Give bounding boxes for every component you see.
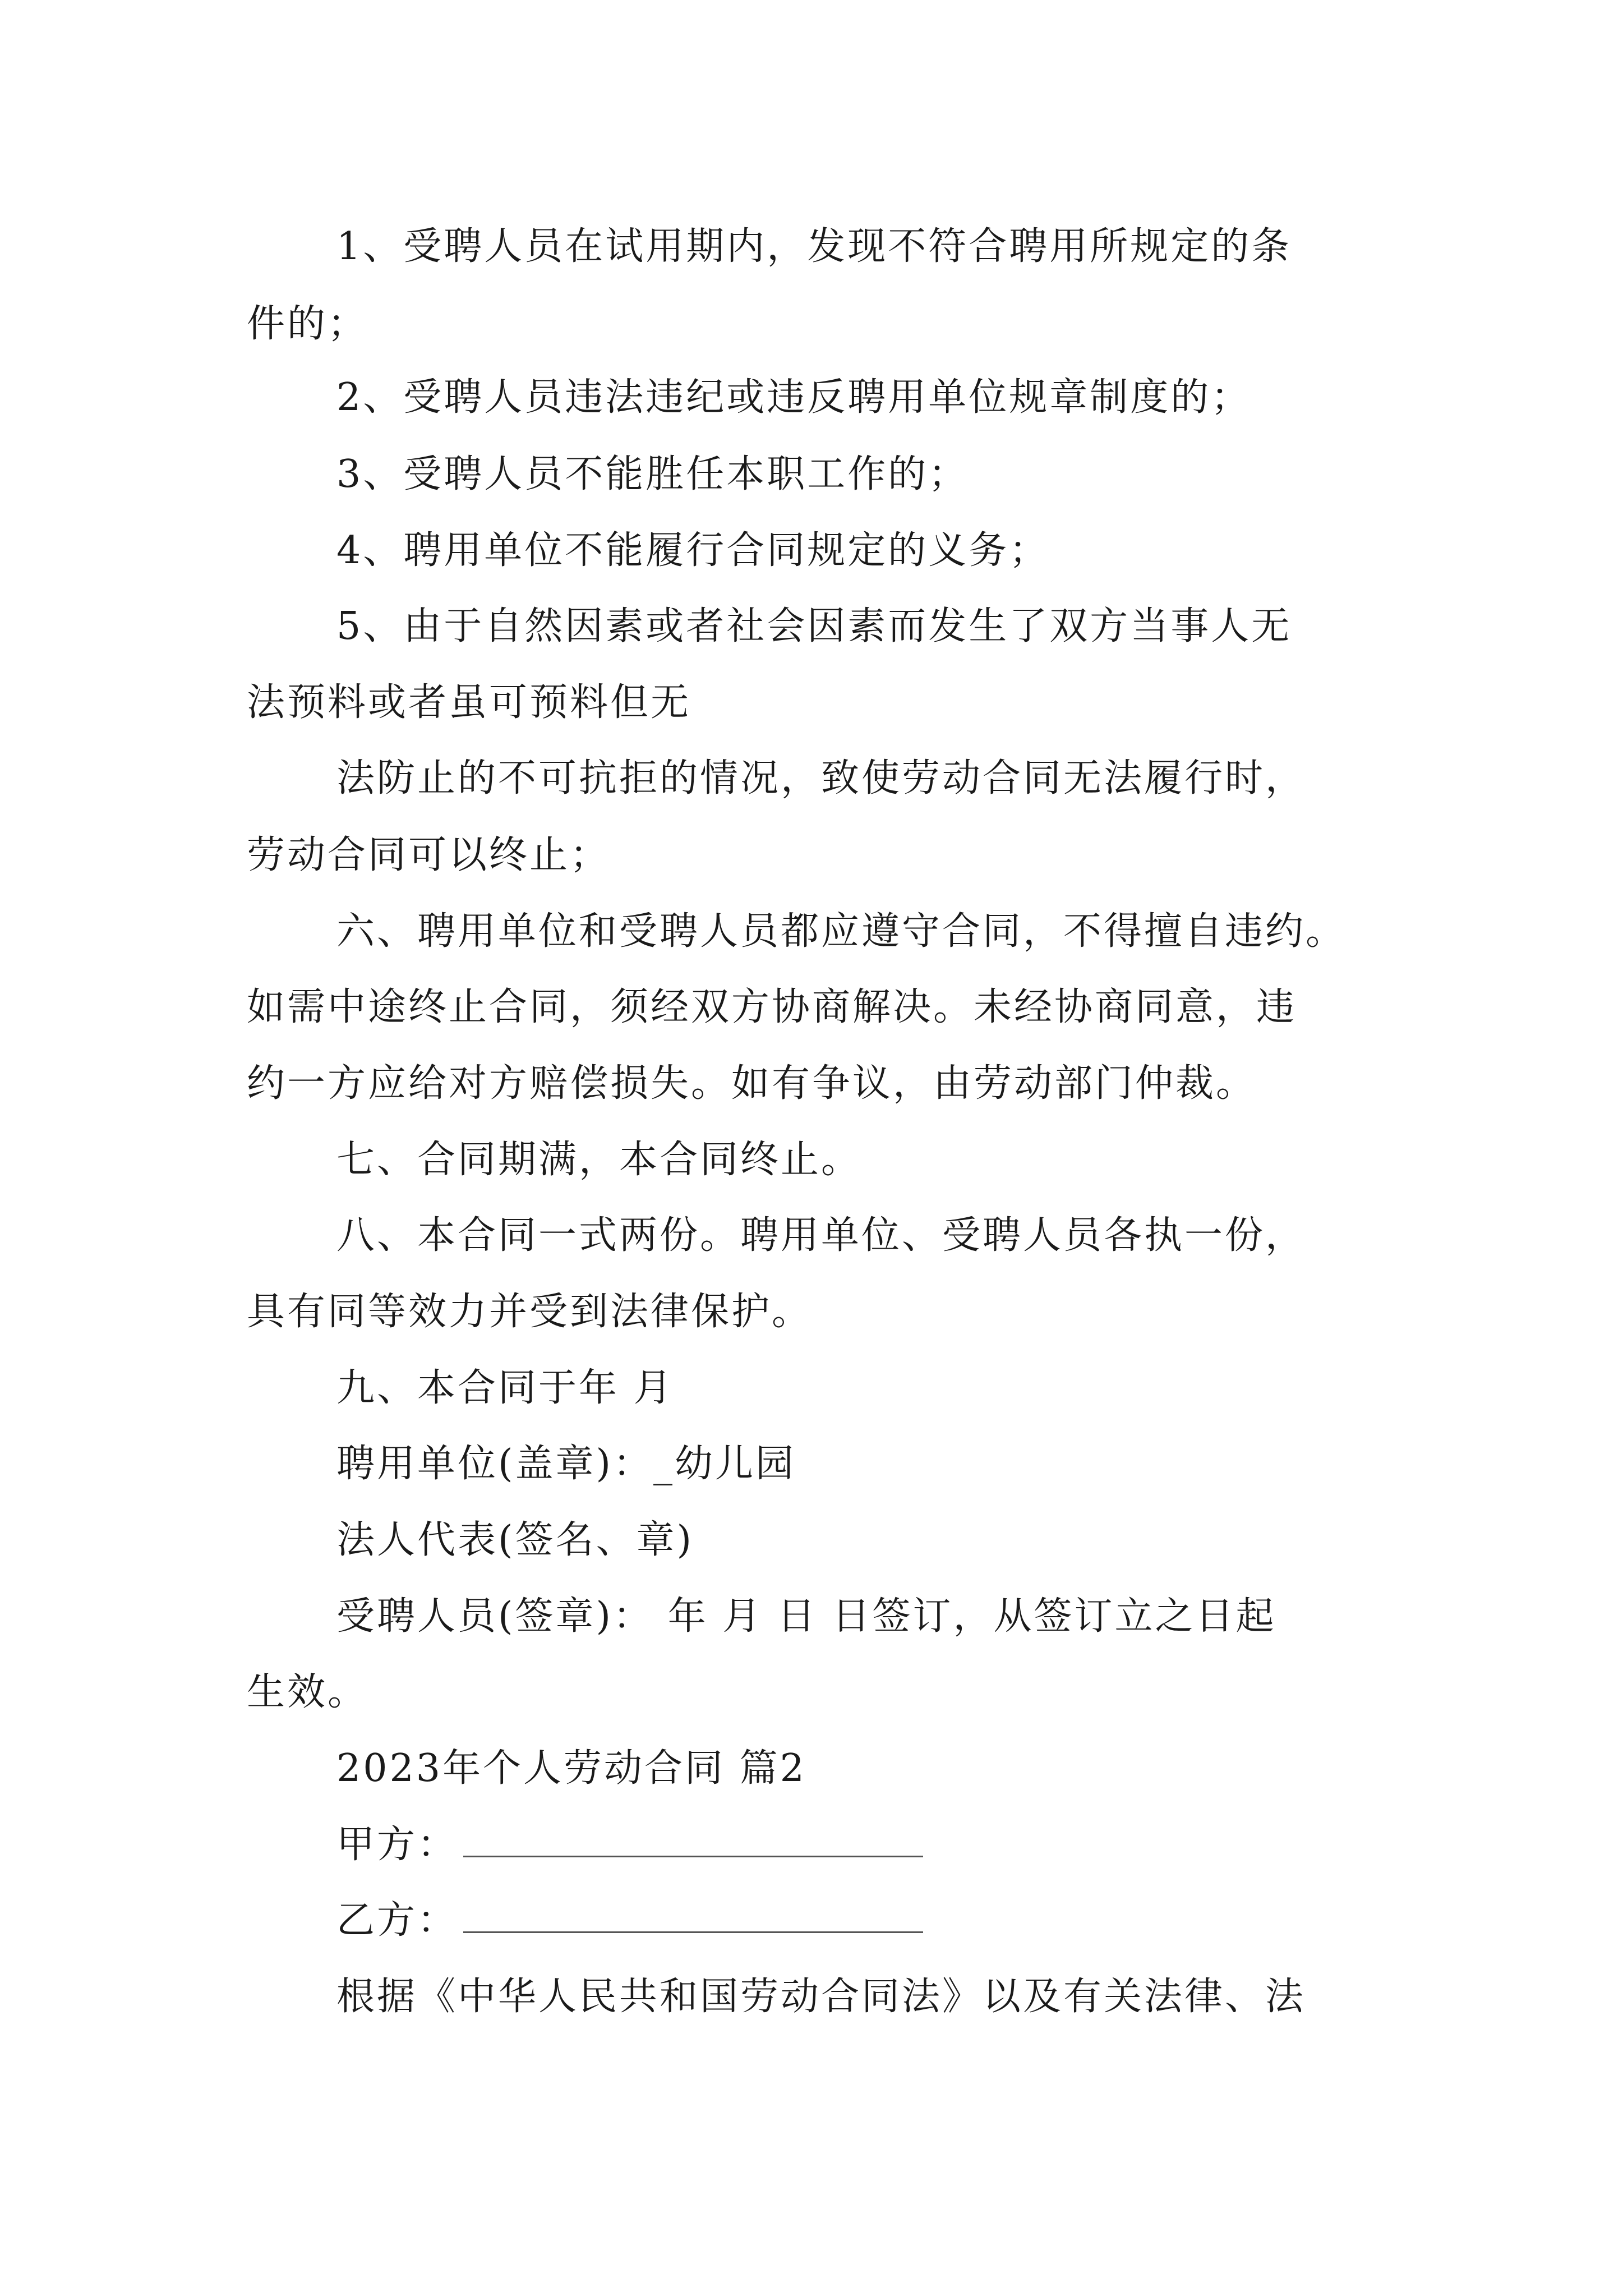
party-a-row [336, 1820, 923, 1870]
employee-sign-line-2: 生效。 [247, 1670, 368, 1714]
party-a-label: 甲方： [336, 1823, 458, 1867]
item-4: 4、聘用单位不能履行合同规定的义务； [336, 528, 1050, 573]
clause-6-line-1: 六、聘用单位和受聘人员都应遵守合同，不得擅自违约。 [336, 909, 1347, 954]
clause-6-line-3: 约一方应给对方赔偿损失。如有争议，由劳动部门仲裁。 [247, 1061, 1257, 1106]
item-5-line-2: 法预料或者虽可预料但无 [247, 680, 691, 725]
item-5-line-4: 劳动合同可以终止； [247, 833, 611, 877]
party-b-blank [463, 1898, 923, 1933]
section-2-title: 2023年个人劳动合同 篇2 [336, 1746, 806, 1791]
item-3: 3、受聘人员不能胜任本职工作的； [336, 452, 969, 496]
clause-8-line-1: 八、本合同一式两份。聘用单位、受聘人员各执一份， [336, 1213, 1306, 1258]
item-1-line-2: 件的； [247, 302, 368, 346]
party-b-label: 乙方： [336, 1898, 458, 1943]
legal-basis-line: 根据《中华人民共和国劳动合同法》以及有关法律、法 [336, 1975, 1306, 2019]
party-b-row [336, 1895, 923, 1946]
clause-6-line-2: 如需中途终止合同，须经双方协商解决。未经协商同意，违 [247, 985, 1297, 1029]
employer-seal-line: 聘用单位(盖章)：_幼儿园 [336, 1442, 796, 1486]
item-5-line-1: 5、由于自然因素或者社会因素而发生了双方当事人无 [336, 604, 1292, 648]
item-1-line-1: 1、受聘人员在试用期内，发现不符合聘用所规定的条 [336, 224, 1292, 269]
clause-7: 七、合同期满，本合同终止。 [336, 1138, 862, 1182]
item-2: 2、受聘人员违法违纪或违反聘用单位规章制度的； [336, 375, 1252, 420]
employee-sign-line-1: 受聘人员(签章)： 年 月 日 日签订，从签订立之日起 [336, 1594, 1276, 1639]
party-a-blank [463, 1822, 923, 1857]
legal-representative-line: 法人代表(签名、章) [336, 1518, 694, 1562]
item-5-line-3: 法防止的不可抗拒的情况，致使劳动合同无法履行时， [336, 756, 1306, 800]
clause-8-line-2: 具有同等效力并受到法律保护。 [247, 1290, 813, 1334]
clause-9: 九、本合同于年 月 [336, 1366, 674, 1410]
